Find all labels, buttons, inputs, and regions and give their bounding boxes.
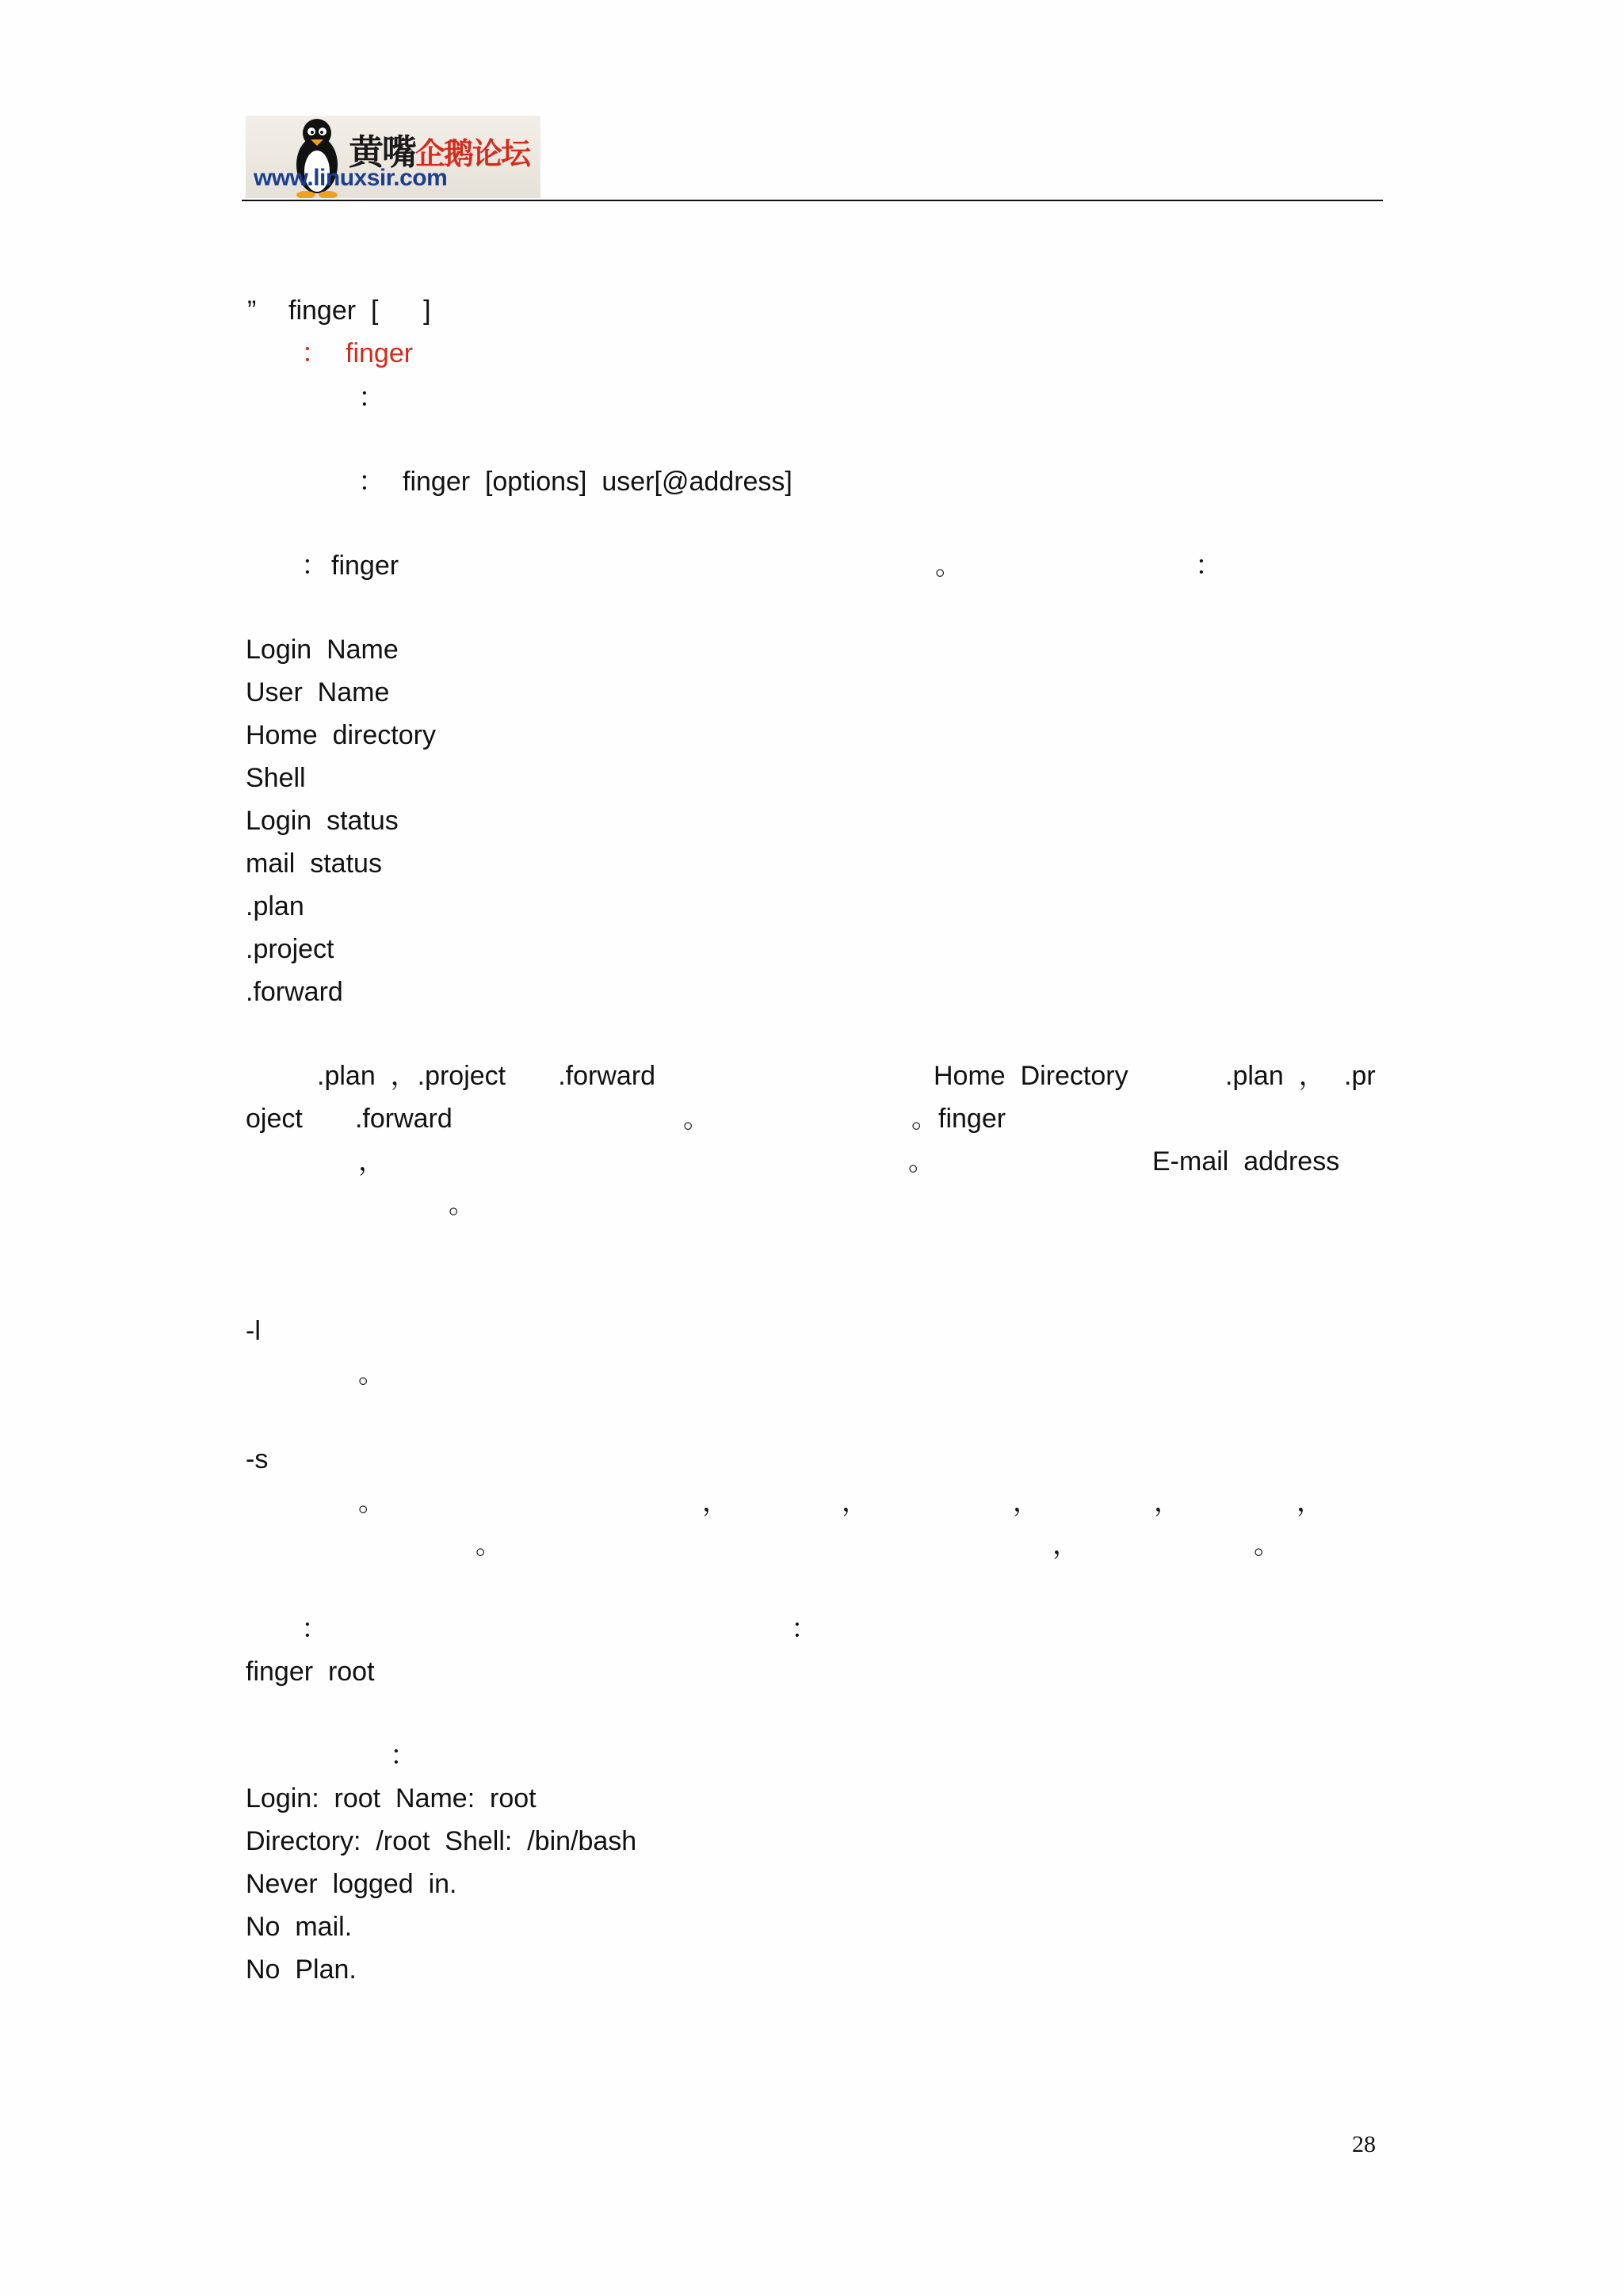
para-period: 。 — [908, 1146, 935, 1177]
info-field: .forward — [246, 977, 343, 1007]
option-s-period: 。 — [475, 1530, 502, 1560]
info-field: Login status — [246, 806, 399, 836]
example-colon-2: ： — [791, 1614, 818, 1644]
option-l-period: 。 — [358, 1359, 385, 1389]
logo-url: www.linuxsir.com — [254, 165, 448, 191]
info-field: Home directory — [246, 720, 436, 750]
option-s-comma: ， — [1154, 1487, 1181, 1517]
output-line: No mail. — [246, 1912, 353, 1942]
info-field: mail status — [246, 849, 382, 879]
quote-mark: ” — [247, 296, 257, 326]
site-logo[interactable] — [246, 116, 540, 198]
desc-colon-2: ： — [1195, 551, 1222, 581]
option-s-comma: ， — [1052, 1530, 1079, 1560]
output-colon: ： — [390, 1741, 417, 1771]
option-s-comma: ， — [842, 1487, 869, 1517]
example-command: finger root — [246, 1657, 375, 1687]
header-rule — [242, 200, 1383, 201]
output-line: Never logged in. — [246, 1869, 457, 1899]
para-finger: 。finger — [911, 1104, 1006, 1134]
para-plan: .plan ， — [1225, 1061, 1326, 1091]
info-field: .project — [246, 934, 334, 964]
para-period: 。 — [449, 1189, 475, 1219]
output-line: Directory: /root Shell: /bin/bash — [246, 1826, 637, 1856]
page-number: 28 — [1352, 2131, 1376, 2157]
para-home-directory: Home Directory — [934, 1061, 1128, 1091]
option-s-period: 。 — [358, 1487, 385, 1517]
function-cmd: finger — [346, 338, 414, 368]
syntax-text: finger [options] user[@address] — [403, 467, 792, 497]
logo-brand-black: 黄嘴 — [349, 132, 415, 173]
option-s-comma: ， — [702, 1487, 729, 1517]
para-oject-forward: oject .forward — [246, 1104, 453, 1134]
option-l-flag: -l — [246, 1316, 261, 1346]
output-line: No Plan. — [246, 1955, 357, 1985]
para-comma: ， — [358, 1146, 385, 1177]
option-s-period: 。 — [1254, 1530, 1281, 1560]
example-colon: ： — [301, 1614, 328, 1644]
desc-colon: ： — [301, 551, 328, 581]
function-colon: ： — [301, 338, 328, 368]
logo-brand-red: 企鹅论坛 — [415, 136, 530, 171]
desc-period: 。 — [935, 551, 962, 581]
option-s-comma: ， — [1296, 1487, 1323, 1517]
info-field: Shell — [246, 763, 306, 793]
para-pr: .pr — [1344, 1061, 1376, 1091]
info-field: Login Name — [246, 635, 399, 665]
para-email-address: E-mail address — [1152, 1146, 1340, 1177]
option-s-comma: ， — [1013, 1487, 1040, 1517]
option-s-flag: -s — [246, 1444, 269, 1474]
usage-colon: ： — [358, 383, 385, 413]
info-field: User Name — [246, 677, 390, 707]
para-files-a: .plan ，.project .forward — [317, 1061, 656, 1091]
info-field: .plan — [246, 891, 304, 921]
output-line: Login: root Name: root — [246, 1783, 537, 1814]
desc-cmd: finger — [331, 551, 399, 581]
command-title: finger [ ] — [288, 296, 431, 326]
syntax-colon: ： — [358, 467, 385, 497]
para-period: 。 — [683, 1104, 710, 1134]
